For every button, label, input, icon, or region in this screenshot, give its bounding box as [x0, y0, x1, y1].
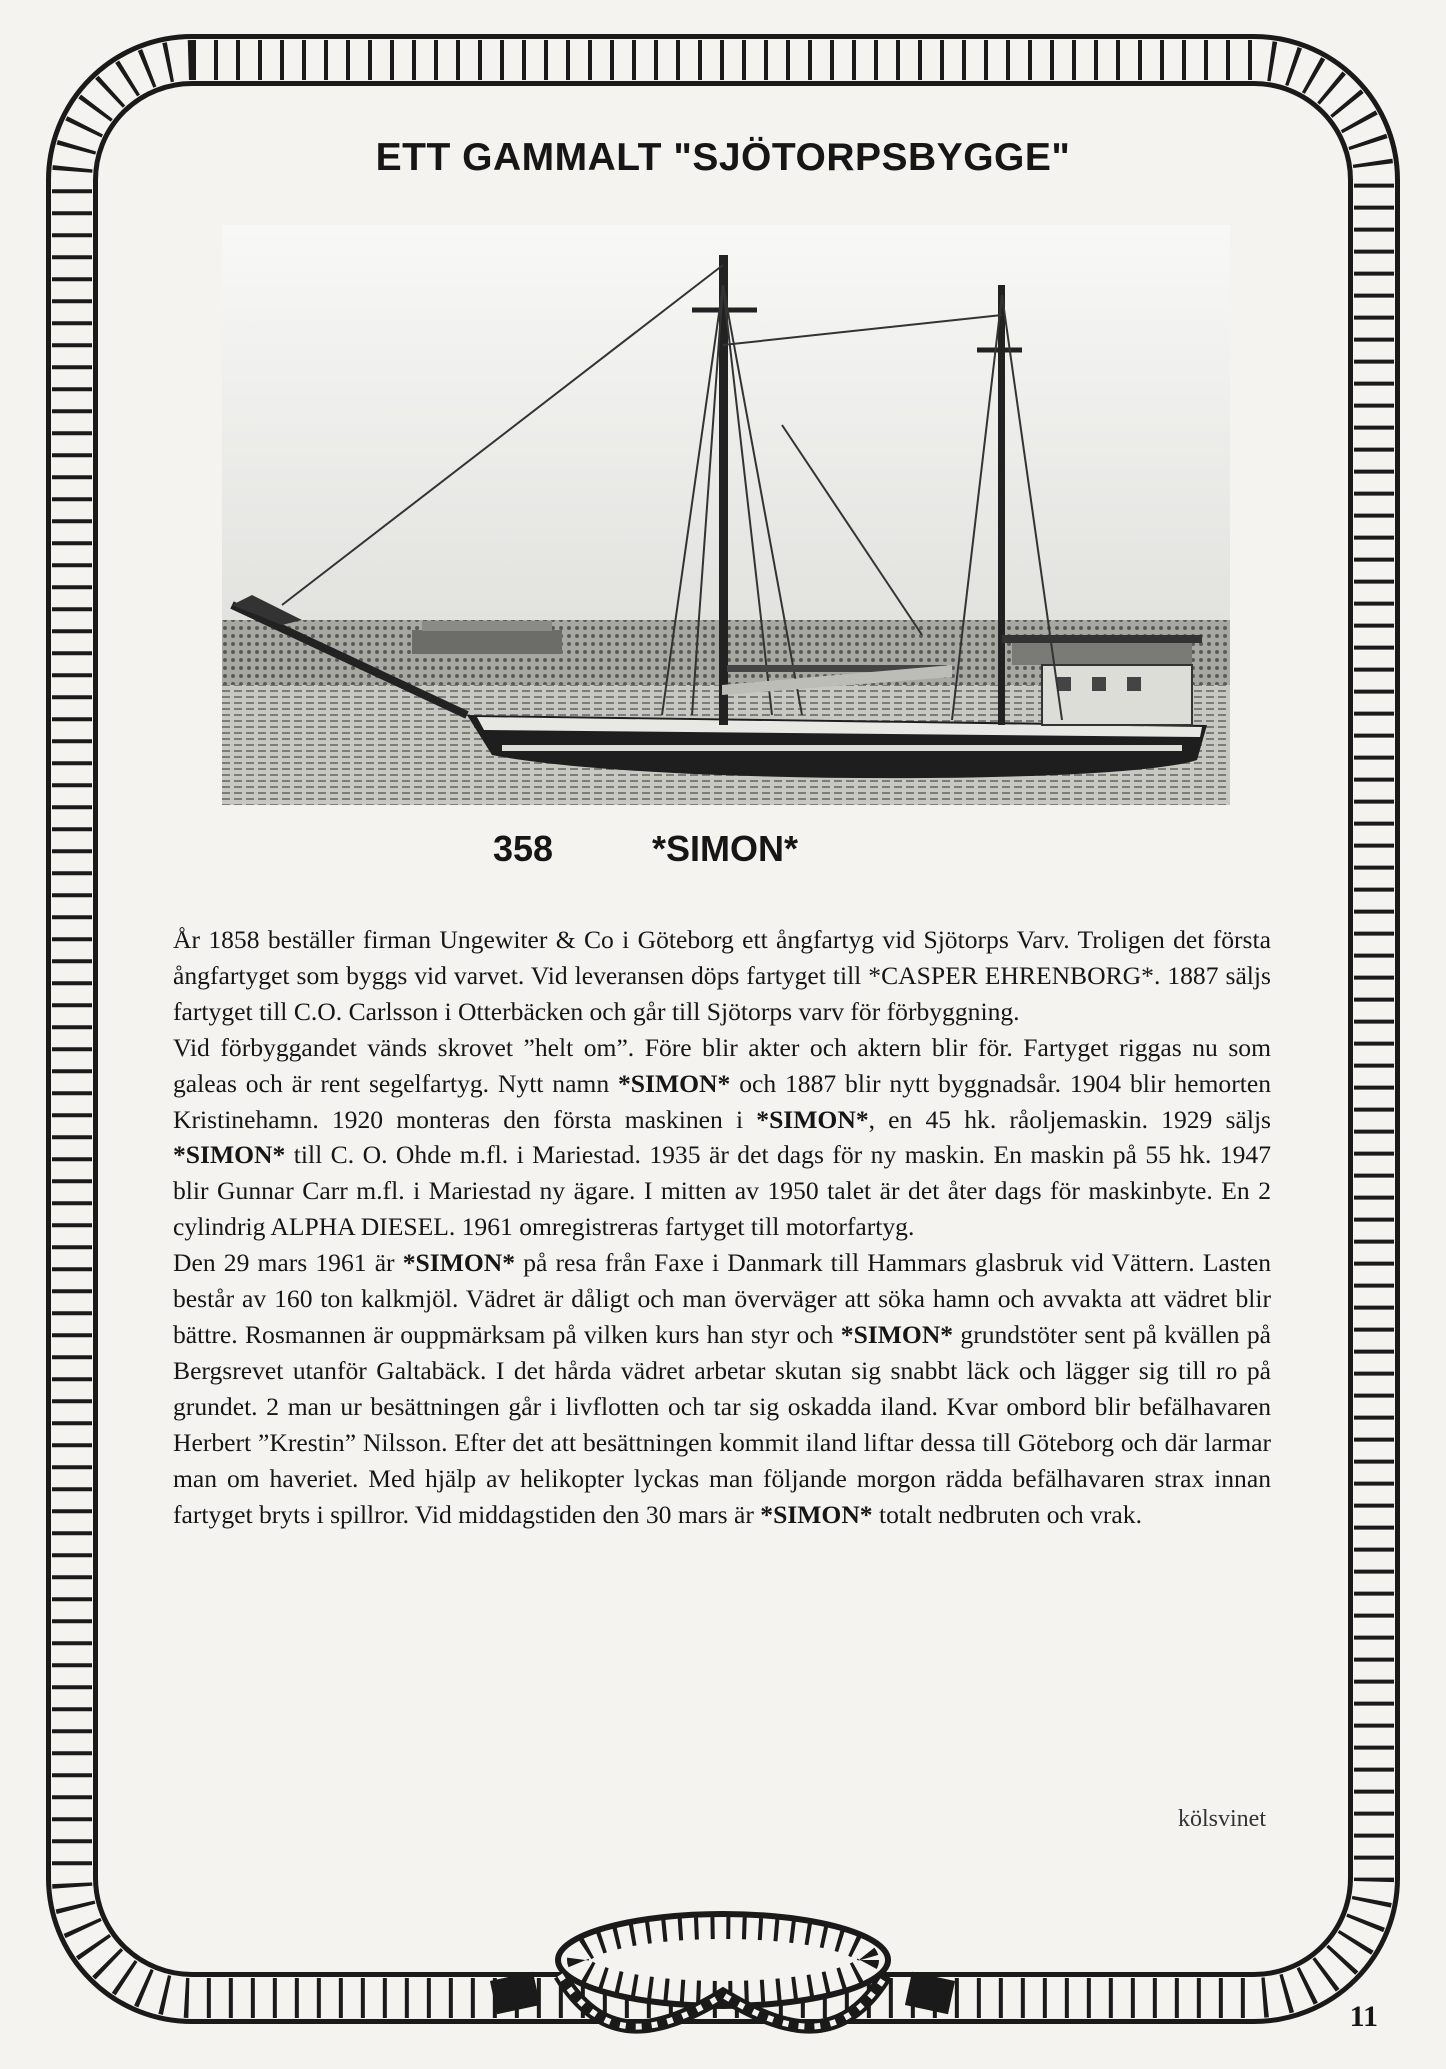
vessel-name-inline: *SIMON* [618, 1068, 731, 1098]
vessel-name-inline: *SIMON* [760, 1499, 873, 1529]
paragraph-text: till C. O. Ohde m.fl. i Mariestad. 1935 är det dags för ny maskin. En maskin på 55 hk. 1947 blir Gunnar Carr m.fl. i Mariestad ny ägare. I mitten av 1950 talet är det åter dags för maskinbyte. En 2 cylindrig ALPHA DIESEL. 1961 omregistreras fartyget till motorfartyg. [173, 1140, 1271, 1242]
paragraph-text: totalt nedbruten och vrak. [872, 1499, 1142, 1529]
paragraph [173, 1030, 1271, 1245]
vessel-name-inline: *SIMON* [756, 1104, 869, 1134]
article-body [173, 922, 1271, 1532]
paragraph-text: Vid förbyggandet vänds skrovet ”helt om”. Före blir akter och aktern blir för. Fartyget riggas nu som galeas och är rent segelfartyg. Nytt namn [173, 1032, 1271, 1098]
vessel-name-inline: *SIMON* [173, 1140, 286, 1170]
paragraph [173, 922, 1271, 1030]
paragraph-text: , en 45 hk. råoljemaskin. 1929 säljs [868, 1104, 1272, 1134]
paragraph-text: och 1887 blir nytt byggnadsår. 1904 blir hemorten Kristinehamn. 1920 monteras den första maskinen i [173, 1068, 1271, 1134]
author-signature: kölsvinet [1178, 1806, 1266, 1832]
vessel-name: *SIMON* [652, 828, 799, 869]
paragraph-text: på resa från Faxe i Danmark till Hammars glasbruk vid Vättern. Lasten består av 160 ton kalkmjöl. Vädret är dåligt och man överväger att söka hamn och avvakta att vädret blir bättre. Rosmannen är ouppmärksam på vilken kurs han styr och [173, 1248, 1271, 1349]
vessel-name-inline: *SIMON* [840, 1319, 954, 1349]
paragraph [173, 1245, 1271, 1532]
paragraph-text: grundstöter sent på kvällen på Bergsrevet utanför Galtabäck. I det hårda vädret arbetar skutan sig snabbt läck och lägger sig till ro på grundet. 2 man ur besättningen går i livflotten och tar sig oskadda iland. Kvar ombord blir befälhavaren Herbert ”Krestin” Nilsson. Efter det att besättningen kommit iland liftar dessa till Göteborg och där larmar man om haveriet. Med hjälp av helikopter lyckas man följande morgon rädda befälhavaren strax innan fartyget bryts i spillror. Vid middagstiden den 30 mars är [173, 1319, 1271, 1529]
page-number: 11 [1349, 2000, 1378, 2033]
page-title: ETT GAMMALT "SJÖTORPSBYGGE" [375, 136, 1071, 179]
vessel-number: 358 [493, 828, 554, 869]
paragraph-text: Den 29 mars 1961 är [173, 1248, 403, 1278]
sailing-ship-photo [222, 225, 1230, 805]
vessel-name-inline: *SIMON* [402, 1248, 516, 1278]
paragraph-text: År 1858 beställer firman Ungewiter & Co i Göteborg ett ångfartyg vid Sjötorps Varv. Troligen det första ångfartyget som byggs vid varvet. Vid leveransen döps fartyget till *CASPER EHRENBORG*. 1887 säljs fartyget till C.O. Carlsson i Otterbäcken och går till Sjötorps varv för förbyggning. [173, 925, 1271, 1026]
